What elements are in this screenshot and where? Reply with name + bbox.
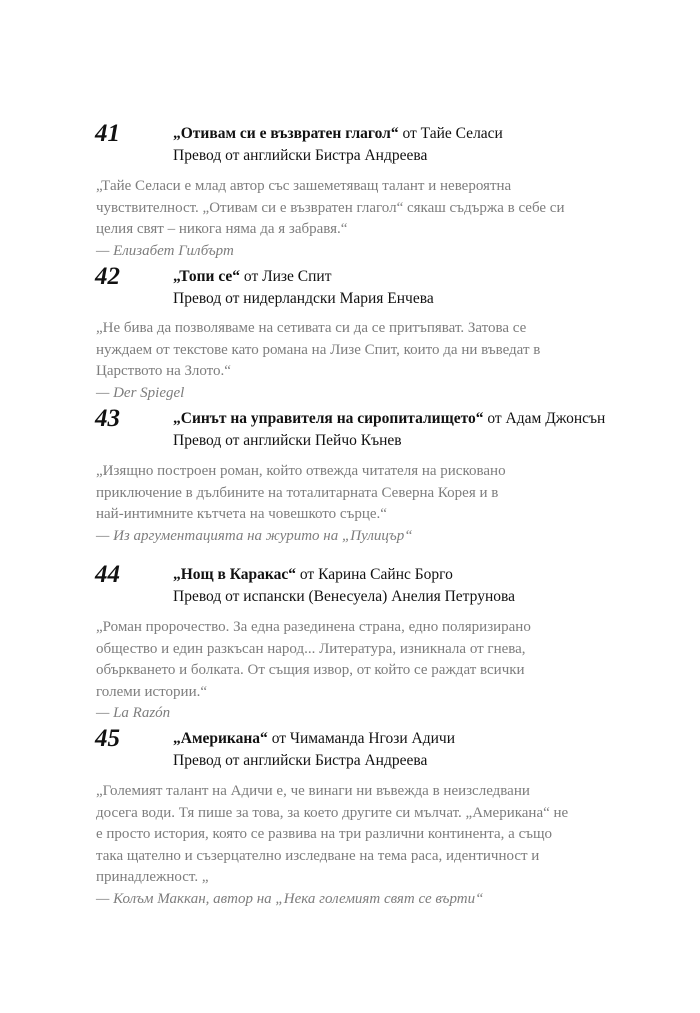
quote-line: нуждаем от текстове като романа на Лизе Спит, които да ни въведат в: [96, 341, 541, 358]
quote-line: объркването и болката. От същия извор, от който се раждат всички: [96, 662, 525, 678]
title-line: [173, 408, 613, 430]
book-author: от Чимаманда Нгози Адичи: [267, 730, 456, 747]
review-quote: [96, 176, 616, 262]
quote-source: — Колъм Маккан, автор на „Нека големият свят се върти“: [96, 890, 484, 907]
translation-line: Превод от английски Бистра Андреева: [173, 147, 428, 164]
quote-line: чувствителност. „Отивам си е възвратен глагол“ сякаш съдържа в себе си: [96, 199, 565, 216]
quote-source: — Из аргументацията на журито на „Пулицър“: [96, 527, 413, 544]
book-title: „Синът на управителя на сиропиталището“: [173, 410, 484, 427]
review-quote: [96, 781, 616, 910]
quote-source: — Елизабет Гилбърт: [96, 242, 234, 259]
quote-source: — La Razón: [96, 705, 171, 721]
book-title: „Нощ в Каракас“: [173, 566, 296, 583]
quote-line: общество и един разкъсан народ... Литература, изникнала от гнева,: [96, 640, 526, 657]
translation-line: Превод от английски Пейчо Кънев: [173, 432, 402, 449]
entry-heading: [173, 123, 613, 167]
quote-line: е просто история, която се развива на три различни континента, а също: [96, 826, 553, 842]
title-line: [173, 728, 613, 750]
quote-line: досега води. Тя пише за това, за което другите си мълчат. „Американа“ не: [96, 804, 569, 821]
quote-line: така щателно и съзерцателно изследване на тема раса, идентичност и: [96, 847, 540, 864]
review-quote: [96, 461, 616, 547]
quote-line: целия свят – никога няма да я забравя.“: [96, 221, 348, 237]
quote-line: големи истории.“: [96, 683, 207, 700]
entry-heading: [173, 408, 613, 452]
quote-source: — Der Spiegel: [96, 384, 185, 401]
entry-number: 44: [95, 561, 120, 588]
book-title: „Американа“: [173, 730, 268, 747]
book-title: „Топи се“: [173, 268, 241, 285]
quote-line: най-интимните кътчета на човешкото сърце.“: [96, 506, 387, 522]
quote-line: „Роман пророчество. За една разединена страна, едно поляризирано: [96, 619, 531, 635]
entry-number: 42: [95, 263, 120, 290]
quote-line: „Големият талант на Адичи е, че винаги ни въвежда в неизследвани: [96, 783, 530, 799]
entry-heading: [173, 564, 613, 608]
book-author: от Карина Сайнс Борго: [296, 566, 453, 583]
title-line: [173, 564, 613, 586]
quote-line: приключение в дълбините на тоталитарната Северна Корея и в: [96, 484, 499, 501]
quote-line: Царството на Злото.“: [96, 363, 231, 379]
quote-line: принадлежност. „: [96, 869, 209, 885]
quote-line: „Не бива да позволяваме на сетивата си да се притъпяват. Затова се: [96, 320, 527, 336]
review-quote: [96, 318, 616, 404]
entry-number: 45: [95, 725, 120, 752]
entry-heading: [173, 728, 613, 772]
translation-line: Превод от английски Бистра Андреева: [173, 752, 428, 769]
quote-line: „Тайе Селаси е млад автор със зашеметяващ талант и невероятна: [96, 178, 512, 194]
review-quote: [96, 617, 616, 725]
book-title: „Отивам си е възвратен глагол“: [173, 125, 399, 142]
book-author: от Адам Джонсън: [483, 410, 606, 427]
title-line: [173, 266, 613, 288]
entry-number: 43: [95, 405, 120, 432]
entry-number: 41: [95, 120, 120, 147]
book-author: от Лизе Спит: [240, 268, 332, 285]
translation-line: Превод от испански (Венесуела) Анелия Петрунова: [173, 588, 515, 605]
quote-line: „Изящно построен роман, който отвежда читателя на рисковано: [96, 463, 506, 479]
translation-line: Превод от нидерландски Мария Енчева: [173, 290, 434, 307]
entry-heading: [173, 266, 613, 310]
title-line: [173, 123, 613, 145]
book-author: от Тайе Селаси: [398, 125, 503, 142]
